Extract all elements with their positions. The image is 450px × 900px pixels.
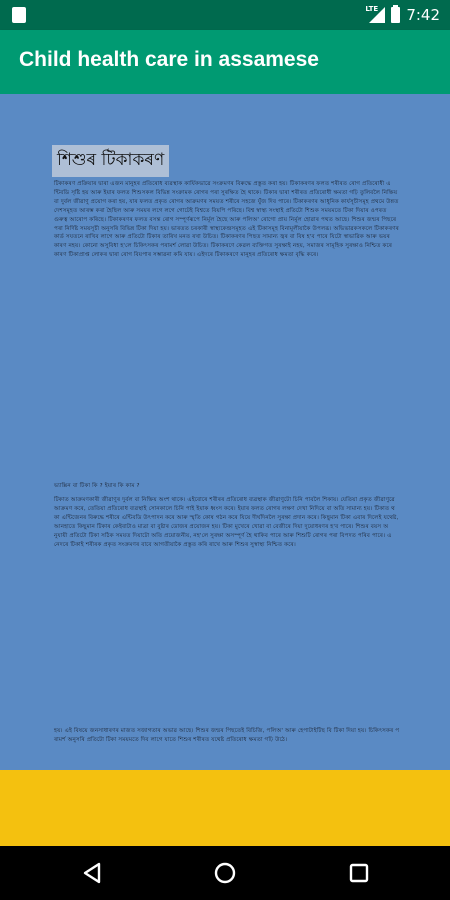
home-circle-icon[interactable] xyxy=(212,860,238,886)
signal-icon xyxy=(367,7,385,23)
navigation-bar xyxy=(0,846,450,900)
app-title: Child health care in assamese xyxy=(19,48,319,71)
article-content[interactable] xyxy=(0,94,450,770)
ad-banner[interactable] xyxy=(0,770,450,846)
recent-square-icon[interactable] xyxy=(346,860,372,886)
network-type-label: LTE xyxy=(365,5,379,13)
app-bar xyxy=(0,30,450,94)
status-time: 7:42 xyxy=(406,6,440,24)
article-heading: শিশুৰ টিকাকৰণ xyxy=(52,145,169,177)
article-paragraph: টিকাকৰণ প্ৰক্ৰিয়াৰ দ্বাৰা এজন মানুহৰ প্ৰতিৰোধ ব্যৱস্থাক কাৰ্যিকভাৱে সংক্ৰমণৰ বিৰুদ্ধে প্ৰস্তুত কৰা হয়। টিকাকৰণৰ ফলত শৰীৰত ৰোগ প্ৰতিৰোধী এন্টিবডি সৃষ্টি হয় আৰু ইয়াৰ ফলত শিশুসকল বিভিন্ন সংক্ৰামক ৰোগৰ পৰা সুৰক্ষিত হৈ থাকে। টিকাৰ দ্বাৰা শৰীৰত প্ৰতিৰোধী ক্ষমতা গঢ়ি তুলিবলৈ নিষ্ক্ৰিয় বা দুৰ্বল জীৱাণু প্ৰয়োগ কৰা হয়, যাৰ ফলত প্ৰকৃত ৰোগৰ আক্ৰমণৰ সময়ত শৰীৰে সহজে যুঁজ দিব পাৰে। টিকাকৰণৰ আধুনিক কাৰ্যসূচীসমূহ প্ৰথমে উন্নত দেশসমূহত আৰম্ভ কৰা হৈছিল আৰু সময়ৰ লগে লগে গোটেই বিশ্বতে বিয়পি পৰিছে। বিশ্ব স্বাস্থ্য সংস্থাই প্ৰতিটো শিশুক সময়মতে টিকা দিয়াৰ ওপৰত গুৰুত্ব আৰোপ কৰিছে। টিকাকৰণৰ ফলত বসন্ত ৰোগ সম্পূৰ্ণৰূপে নিৰ্মূল হৈছে আৰু পলিঅ' ৰোগো প্ৰায় নিৰ্মূল হোৱাৰ পথত আছে। শিশুৰ জন্মৰ পিছৰে পৰা নিৰ্দিষ্ট সময়সূচী অনুসৰি বিভিন্ন টিকা দিয়া হয়। ভাৰতত চৰকাৰী স্বাস্থ্যকেন্দ্ৰসমূহত এই টিকাসমূহ বিনামূলীয়াকৈ উপলব্ধ। অভিভাৱকসকলে টিকাকৰণৰ কাৰ্ড সযতনে ৰাখিব লাগে আৰু প্ৰতিটো টিকাৰ তাৰিখ মনত ৰখা উচিত। টিকাকৰণৰ পিছত সামান্য জ্বৰ বা বিষ হ'ব পাৰে যিটো স্বাভাৱিক আৰু ভয়ৰ কাৰণ নহয়। কোনো অসুবিধা হ'লে চিকিৎসকৰ পৰামৰ্শ লোৱা উচিত। টিকাকৰণে কেৱল ব্যক্তিগত সুৰক্ষাই নহয়, সমাজৰ সামূহিক সুৰক্ষাও নিশ্চিত কৰে কাৰণ টিকাপ্ৰাপ্ত লোকৰ দ্বাৰা ৰোগ বিয়পাৰ সম্ভাৱনা কমি যায়। এইদৰে টিকাকৰণে মানুহৰ প্ৰতিৰোধ ক্ষমতা বৃদ্ধি কৰে। xyxy=(54,181,399,259)
article-paragraph: হয়। এই বিষয়ে জনসাধাৰণৰ মাজত সজাগতাৰ অভাৱ আছে। শিশুৰ জন্মৰ পিছতেই বিচিজি, পলিঅ' আৰু হেপাটাইটিছ বি টিকা দিয়া হয়। চিকিৎসকৰ পৰামৰ্শ অনুসৰি প্ৰতিটো টিকা সময়মতে দিব লাগে যাতে শিশুৰ শৰীৰত যথেষ্ট প্ৰতিৰোধ ক্ষমতা গঢ়ি উঠে। xyxy=(54,728,400,743)
back-triangle-icon[interactable] xyxy=(80,860,106,886)
article-subheading: ভ্যাক্সিন বা টিকা কি ? ইয়াৰ কি কাম ? xyxy=(54,483,140,489)
status-icons xyxy=(367,4,440,26)
status-bar xyxy=(0,0,450,30)
article-paragraph: টিকাত আক্ৰমণকাৰী জীৱাণুৰ দুৰ্বল বা নিষ্ক্ৰিয় অংশ থাকে। এইবোৰে শৰীৰৰ প্ৰতিৰোধ ব্যৱস্থাক জীৱাণুটো চিনি পাবলৈ শিকায়। যেতিয়া প্ৰকৃত জীৱাণুৱে আক্ৰমণ কৰে, তেতিয়া প্ৰতিৰোধ ব্যৱস্থাই সোনকালে চিনি পাই ইয়াক ধ্বংস কৰে। ইয়াৰ ফলত ৰোগৰ লক্ষণ দেখা নিদিয়ে বা অতি সামান্য হয়। টিকাত থকা এন্টিজেনৰ বিৰুদ্ধে শৰীৰে এন্টিবডি উৎপাদন কৰে আৰু স্মৃতি কোষ গঠন কৰে যিয়ে দীৰ্ঘদিনলৈ সুৰক্ষা প্ৰদান কৰে। কিছুমান টিকা এবাৰ দিলেই যথেষ্ট, আনহাতে কিছুমান টিকাৰ কেইবাটাও মাত্ৰা বা বুষ্টাৰ ডোজৰ প্ৰয়োজন হয়। টিকা মুখেৰে খোৱা বা বেজীৰে দিয়া দুয়োধৰণৰ হ'ব পাৰে। শিশুৰ বয়স অনুযায়ী প্ৰতিটো টিকা সঠিক সময়ত দিয়াটো অতি প্ৰয়োজনীয়, নহ'লে সুৰক্ষা অসম্পূৰ্ণ হৈ থাকিব পাৰে আৰু শিশুটি ৰোগৰ পৰা বিপদত পৰিব পাৰে। এনেদৰে টিকাই শৰীৰক প্ৰকৃত সংক্ৰমণৰ বাবে আগতীয়াকৈ প্ৰস্তুত কৰি ৰাখে আৰু শিশুৰ সুস্বাস্থ্য নিশ্চিত কৰে। xyxy=(54,497,399,548)
sd-card-icon xyxy=(12,7,26,23)
battery-icon xyxy=(391,7,400,23)
